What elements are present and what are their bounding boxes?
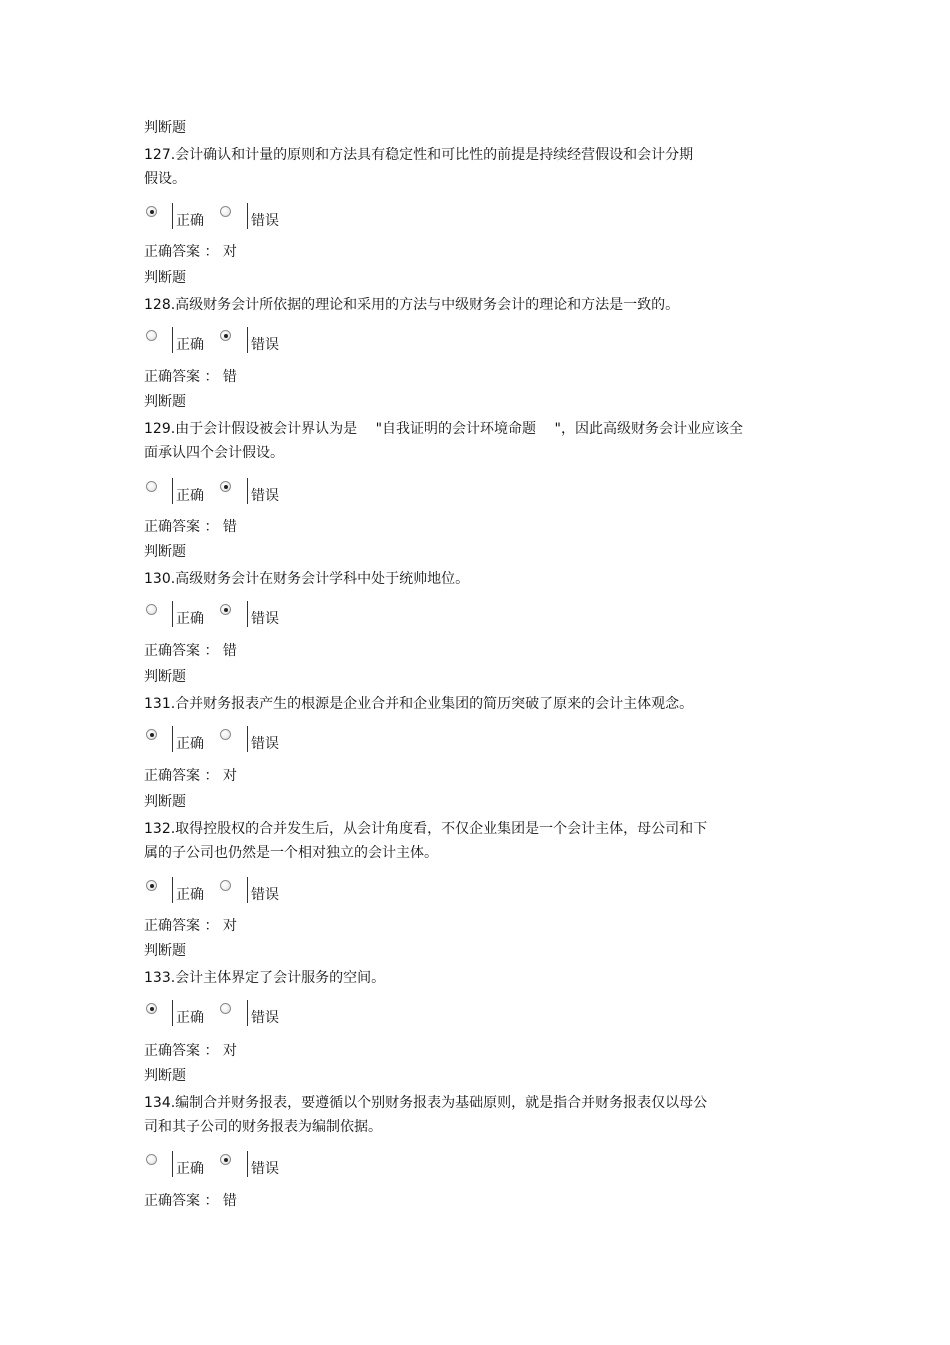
option-false-radio[interactable] (220, 481, 231, 492)
answer-options (144, 478, 444, 508)
option-separator (172, 327, 173, 353)
option-true-radio[interactable] (146, 604, 157, 615)
option-true-label[interactable]: 正确 (176, 1161, 204, 1177)
correct-answer-label: 正确答案 ： (144, 1193, 219, 1209)
option-false-radio[interactable] (220, 880, 231, 891)
correct-answer-value: 错 (222, 643, 237, 659)
option-true-label[interactable]: 正确 (176, 1010, 204, 1026)
question-text: 133.会计主体界定了会计服务的空间。 (144, 970, 386, 986)
option-false-label[interactable]: 错误 (251, 736, 279, 752)
option-false-radio[interactable] (220, 1003, 231, 1014)
question-type: 判断题 (144, 394, 186, 410)
option-separator (172, 1000, 173, 1026)
correct-answer (144, 641, 237, 661)
answer-options (144, 726, 444, 756)
question-type: 判断题 (144, 943, 186, 959)
correct-answer-label: 正确答案 ： (144, 1043, 219, 1059)
option-true-radio[interactable] (146, 880, 157, 891)
option-separator (247, 478, 248, 504)
option-separator (247, 601, 248, 627)
correct-answer (144, 916, 237, 936)
question-type: 判断题 (144, 544, 186, 560)
option-false-radio[interactable] (220, 604, 231, 615)
option-false-radio[interactable] (220, 1154, 231, 1165)
option-true-radio[interactable] (146, 729, 157, 740)
option-separator (172, 478, 173, 504)
correct-answer-value: 对 (222, 244, 237, 260)
option-separator (247, 327, 248, 353)
option-separator (247, 877, 248, 903)
question-text: 129.由于会计假设被会计界认为是 "自我证明的会计环境命题 "，因此高级财务会计业应该全 面承认四个会计假设。 (144, 421, 743, 461)
option-true-radio[interactable] (146, 481, 157, 492)
option-false-radio[interactable] (220, 206, 231, 217)
question-type: 判断题 (144, 669, 186, 685)
option-false-label[interactable]: 错误 (251, 1010, 279, 1026)
question-text: 131.合并财务报表产生的根源是企业合并和企业集团的简历突破了原来的会计主体观念。 (144, 696, 694, 712)
question-text: 127.会计确认和计量的原则和方法具有稳定性和可比性的前提是持续经营假设和会计分期 假设。 (144, 147, 694, 187)
answer-options (144, 877, 444, 907)
option-false-label[interactable]: 错误 (251, 1161, 279, 1177)
option-separator (172, 877, 173, 903)
option-true-label[interactable]: 正确 (176, 337, 204, 353)
option-false-label[interactable]: 错误 (251, 887, 279, 903)
answer-options (144, 203, 444, 233)
option-true-label[interactable]: 正确 (176, 887, 204, 903)
correct-answer-value: 对 (222, 1043, 237, 1059)
option-separator (247, 1151, 248, 1177)
option-separator (247, 726, 248, 752)
question-text: 132.取得控股权的合并发生后，从会计角度看，不仅企业集团是一个会计主体，母公司和下 属的子公司也仍然是一个相对独立的会计主体。 (144, 821, 708, 861)
correct-answer-label: 正确答案 ： (144, 244, 219, 260)
option-false-label[interactable]: 错误 (251, 337, 279, 353)
correct-answer-label: 正确答案 ： (144, 768, 219, 784)
question-text: 128.高级财务会计所依据的理论和采用的方法与中级财务会计的理论和方法是一致的。 (144, 297, 680, 313)
question-text: 134.编制合并财务报表，要遵循以个别财务报表为基础原则，就是指合并财务报表仅以母公 司和其子公司的财务报表为编制依据。 (144, 1095, 708, 1135)
option-separator (172, 726, 173, 752)
correct-answer-label: 正确答案 ： (144, 369, 219, 385)
question-type: 判断题 (144, 120, 186, 136)
correct-answer (144, 242, 237, 262)
correct-answer (144, 1191, 237, 1211)
correct-answer (144, 517, 237, 537)
question-text: 130.高级财务会计在财务会计学科中处于统帅地位。 (144, 571, 470, 587)
correct-answer (144, 1041, 237, 1061)
correct-answer-label: 正确答案 ： (144, 643, 219, 659)
answer-options (144, 1151, 444, 1181)
option-true-radio[interactable] (146, 206, 157, 217)
option-separator (172, 601, 173, 627)
question-type: 判断题 (144, 270, 186, 286)
option-true-label[interactable]: 正确 (176, 488, 204, 504)
option-true-label[interactable]: 正确 (176, 736, 204, 752)
correct-answer-value: 错 (222, 519, 237, 535)
correct-answer (144, 766, 237, 786)
correct-answer-value: 错 (222, 1193, 237, 1209)
option-false-label[interactable]: 错误 (251, 488, 279, 504)
option-false-radio[interactable] (220, 729, 231, 740)
correct-answer-label: 正确答案 ： (144, 519, 219, 535)
correct-answer-value: 对 (222, 768, 237, 784)
correct-answer-value: 错 (222, 369, 237, 385)
option-separator (247, 1000, 248, 1026)
correct-answer (144, 367, 237, 387)
option-false-label[interactable]: 错误 (251, 213, 279, 229)
option-true-radio[interactable] (146, 330, 157, 341)
question-type: 判断题 (144, 1068, 186, 1084)
option-separator (247, 203, 248, 229)
option-separator (172, 1151, 173, 1177)
option-separator (172, 203, 173, 229)
answer-options (144, 601, 444, 631)
option-false-radio[interactable] (220, 330, 231, 341)
option-true-radio[interactable] (146, 1154, 157, 1165)
answer-options (144, 1000, 444, 1030)
option-false-label[interactable]: 错误 (251, 611, 279, 627)
option-true-radio[interactable] (146, 1003, 157, 1014)
option-true-label[interactable]: 正确 (176, 213, 204, 229)
option-true-label[interactable]: 正确 (176, 611, 204, 627)
question-type: 判断题 (144, 794, 186, 810)
correct-answer-value: 对 (222, 918, 237, 934)
correct-answer-label: 正确答案 ： (144, 918, 219, 934)
answer-options (144, 327, 444, 357)
